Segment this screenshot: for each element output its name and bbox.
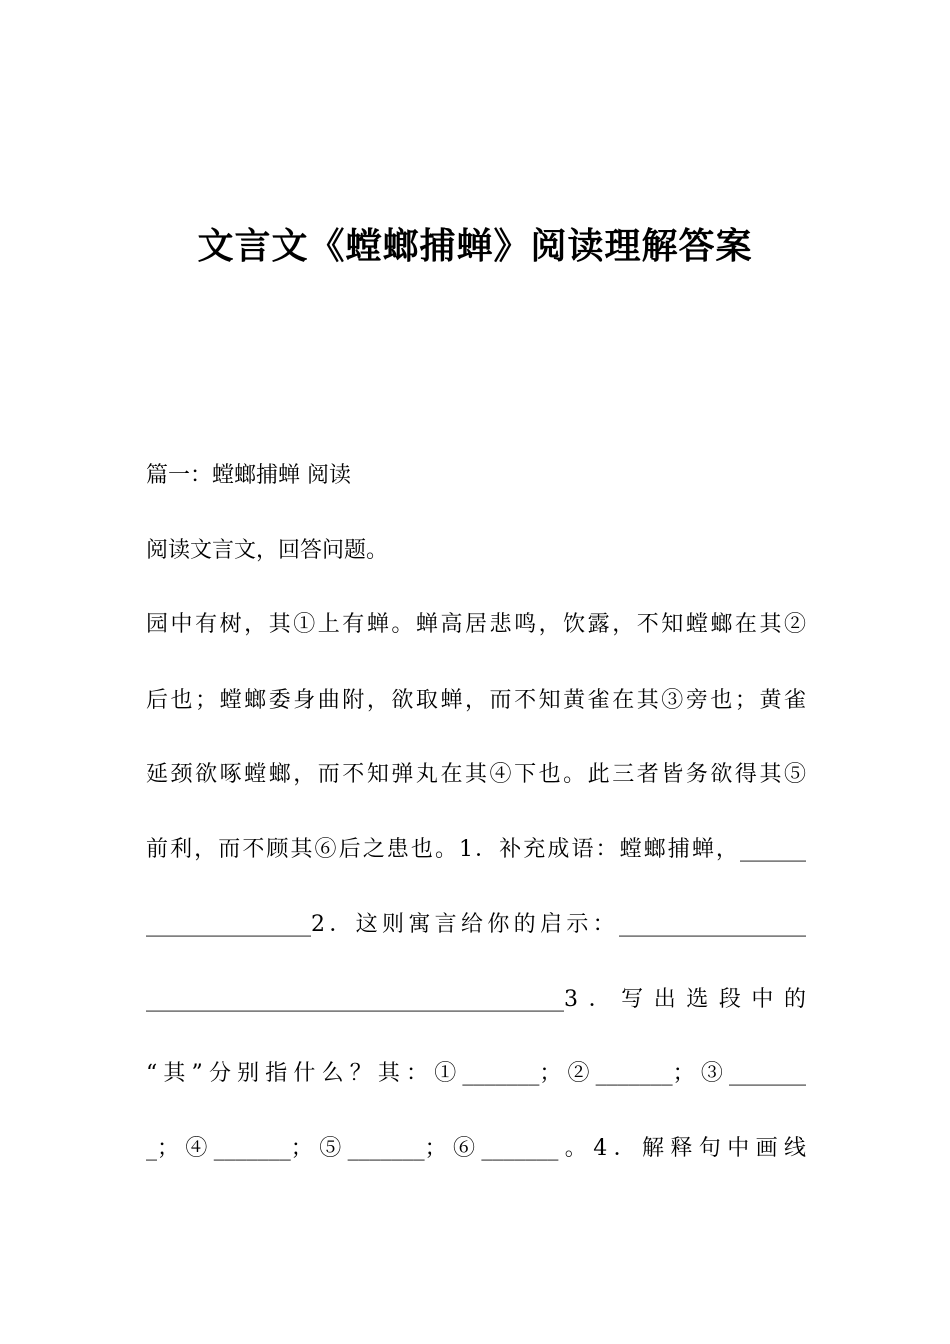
instruction-line: 阅读文言文，回答问题。 <box>146 538 389 563</box>
paragraph-line: _；④_______；⑤_______；⑥_______。4．解释句中画线 <box>146 1136 806 1161</box>
paragraph-line: ______________________________________3．写出选段中的 <box>146 987 806 1012</box>
section-heading: 篇一：螳螂捕蝉 阅读 <box>146 463 351 488</box>
paragraph-line: 延颈欲啄螳螂，而不知弹丸在其④下也。此三者皆务欲得其⑤ <box>146 762 806 787</box>
paragraph-line: 前利，而不顾其⑥后之患也。1．补充成语：螳螂捕蝉，______ <box>146 837 806 862</box>
paragraph-line: _______________2．这则寓言给你的启示：_________________ <box>146 912 806 937</box>
paragraph-line: 后也；螳螂委身曲附，欲取蝉，而不知黄雀在其③旁也；黄雀 <box>146 688 806 713</box>
paragraph-line: “其”分别指什么？其：①_______；②_______；③_______ <box>146 1061 806 1086</box>
document-title: 文言文《螳螂捕蝉》阅读理解答案 <box>197 226 753 267</box>
paragraph-line: 园中有树，其①上有蝉。蝉高居悲鸣，饮露，不知螳螂在其② <box>146 612 806 637</box>
